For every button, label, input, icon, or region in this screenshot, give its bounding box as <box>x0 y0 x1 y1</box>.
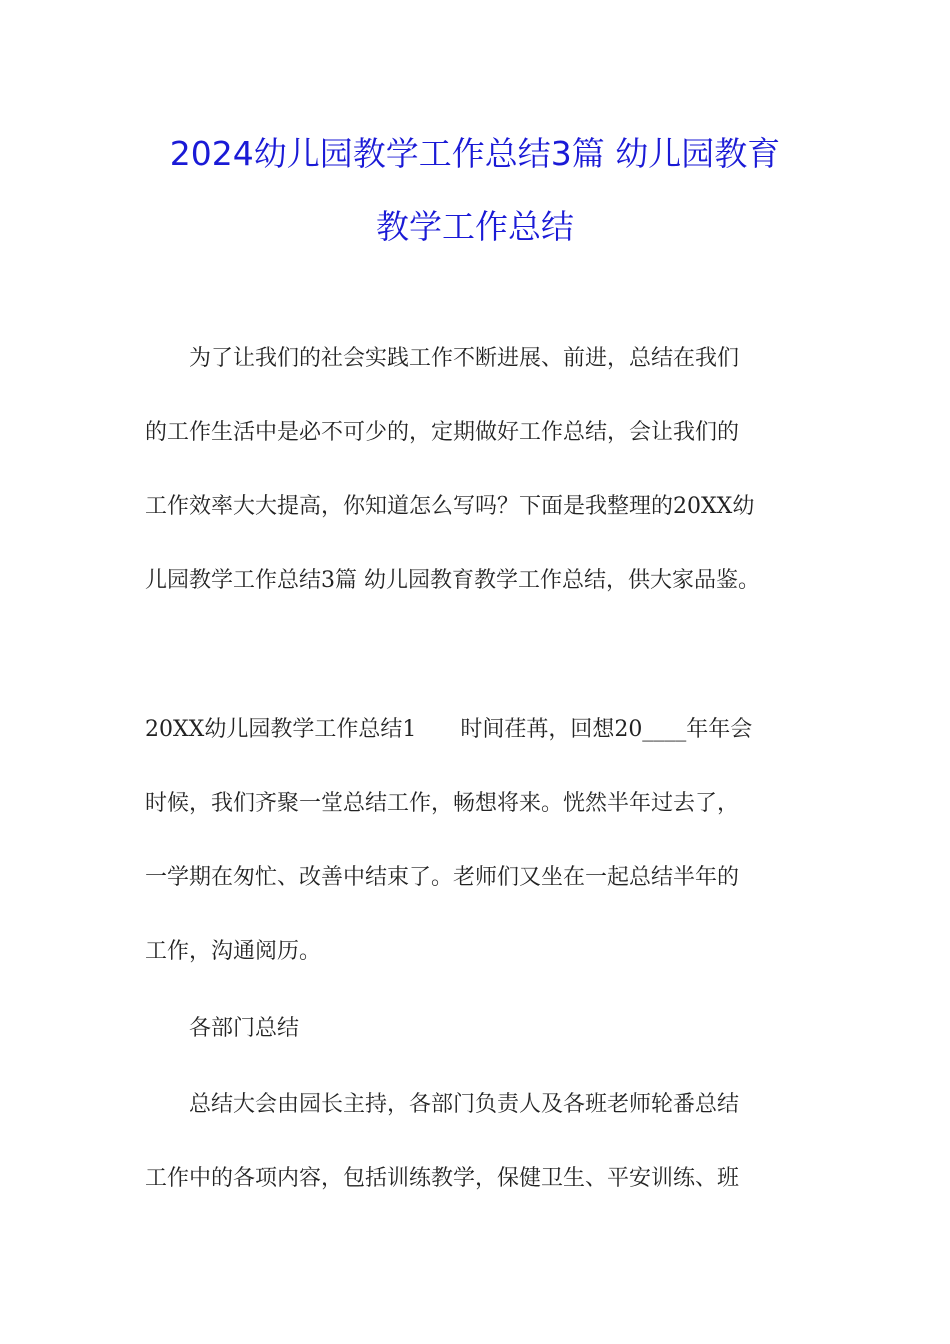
section1-paragraph-line: 一学期在匆忙、改善中结束了。老师们又坐在一起总结半年的 <box>145 865 740 890</box>
section1-paragraph-line: 工作，沟通阅历。 <box>145 939 322 964</box>
section2-paragraph-line: 工作中的各项内容，包括训练教学，保健卫生、平安训练、班 <box>145 1166 740 1191</box>
section2-paragraph-line: 总结大会由园长主持，各部门负责人及各班老师轮番总结 <box>145 1092 740 1117</box>
document-title-line-2: 教学工作总结 <box>376 207 574 246</box>
document-title-line-1: 2024幼儿园教学工作总结3篇 幼儿园教育 <box>169 134 781 173</box>
intro-paragraph-line: 儿园教学工作总结3篇 幼儿园教育教学工作总结，供大家品鉴。 <box>145 568 760 593</box>
section1-paragraph-line: 时候，我们齐聚一堂总结工作，畅想将来。恍然半年过去了， <box>145 791 740 816</box>
section1-paragraph-line: 20XX幼儿园教学工作总结1 时间荏苒，回想20____年年会 <box>145 717 753 742</box>
section-subheading: 各部门总结 <box>145 1016 300 1041</box>
intro-paragraph-line: 工作效率大大提高，你知道怎么写吗？下面是我整理的20XX幼 <box>145 494 755 519</box>
intro-paragraph-line: 的工作生活中是必不可少的，定期做好工作总结，会让我们的 <box>145 420 740 445</box>
intro-paragraph-line: 为了让我们的社会实践工作不断进展、前进，总结在我们 <box>145 346 740 371</box>
